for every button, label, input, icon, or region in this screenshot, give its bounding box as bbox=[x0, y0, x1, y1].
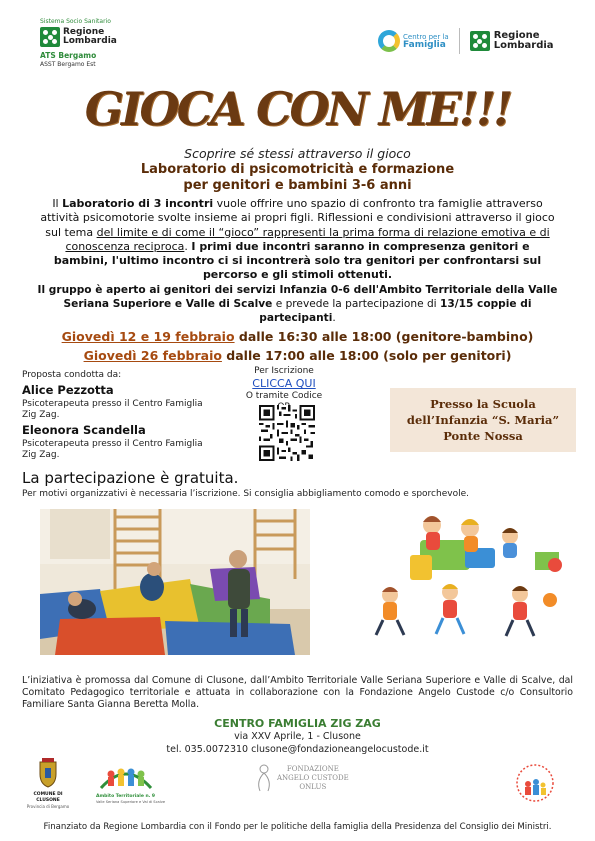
registration-note: Per motivi organizzativi è necessaria l’iscrizione. Si consiglia abbigliamento comodo e sporchevole. bbox=[22, 489, 469, 499]
intro-paragraph bbox=[40, 197, 555, 283]
regione-lombardia-icon bbox=[40, 27, 60, 47]
group-text: . bbox=[332, 312, 336, 324]
conductor-desc-line: Psicoterapeuta presso il Centro Famiglia bbox=[22, 399, 203, 409]
conductor-name-2: Eleonora Scandella bbox=[22, 423, 146, 437]
coat-of-arms-icon bbox=[37, 758, 59, 788]
ambito-people-icon bbox=[96, 762, 156, 790]
regione-text: Regione bbox=[63, 27, 105, 37]
conductor-desc-line: Zig Zag. bbox=[22, 450, 60, 460]
intro-text: Il bbox=[52, 197, 63, 210]
regione-lombardia-icon bbox=[470, 31, 490, 51]
rl2-line1: Regione bbox=[493, 30, 540, 41]
contact-details bbox=[0, 731, 595, 756]
date-1-days: Giovedì 12 e 19 febbraio bbox=[61, 329, 235, 344]
onlus-text: ONLUS bbox=[299, 782, 327, 791]
date-line-1 bbox=[0, 328, 595, 347]
venue-line: Presso la Scuola bbox=[430, 397, 536, 411]
ambito-label: Ambito Territoriale n. 9 bbox=[96, 794, 156, 799]
dates-block bbox=[0, 328, 595, 365]
venue-line: dell’Infanzia “S. Maria” bbox=[406, 413, 560, 427]
intro-bold: I primi due incontri saranno in compresenza genitori e bambini, l'ultimo incontro ci si incontrerà solo tra genitori per confrontarsi sul percorso e gli stimoli ottenuti. bbox=[53, 239, 542, 282]
date-line-2 bbox=[0, 347, 595, 366]
conductor-desc-2 bbox=[22, 439, 242, 461]
qr-code[interactable] bbox=[259, 405, 315, 461]
footer-funding-note: Finanziato da Regione Lombardia con il Fondo per le politiche della famiglia della Presidenza del Consiglio dei Ministri. bbox=[43, 822, 552, 832]
intro-text: . bbox=[184, 239, 192, 253]
group-bold: 13/15 coppie di partecipanti bbox=[259, 298, 532, 324]
fondazione-text: FONDAZIONE bbox=[286, 764, 339, 773]
ats-name: ATS Bergamo bbox=[40, 51, 97, 60]
conductor-desc-line: Zig Zag. bbox=[22, 410, 60, 420]
group-paragraph bbox=[34, 283, 561, 325]
clusone-label: COMUNE DI CLUSONE bbox=[33, 792, 63, 803]
consultorio-icon bbox=[512, 760, 558, 806]
intro-text: vuole offrire uno spazio di confronto tra famiglie attraverso attività psicomotorie svolte insieme ai propri figli. Riflessioni e condivisioni attraverso il gioco sul tema bbox=[40, 197, 555, 239]
date-2-days: Giovedì 26 febbraio bbox=[83, 347, 222, 363]
registration-link[interactable]: CLICCA QUI bbox=[252, 377, 316, 390]
fondazione-angelo-custode-logo bbox=[255, 763, 365, 793]
cf-line1: Centro per la bbox=[403, 33, 449, 41]
page-title: GIOCA CON ME!!! bbox=[84, 82, 511, 136]
conductors bbox=[22, 370, 242, 461]
intro-bold: Laboratorio di 3 incontri bbox=[62, 197, 214, 210]
intro-underlined: del limite e di come il “gioco” rappresenti la prima forma di relazione emotiva e di conoscenza reciproca bbox=[65, 225, 550, 253]
free-participation: La partecipazione è gratuita. bbox=[22, 469, 239, 487]
conductor-desc-line: Psicoterapeuta presso il Centro Famiglia bbox=[22, 439, 203, 449]
centro-famiglia-icon bbox=[378, 30, 400, 52]
contact-center-name: CENTRO FAMIGLIA ZIG ZAG bbox=[214, 717, 381, 730]
venue-box bbox=[390, 388, 576, 452]
contact-address: via XXV Aprile, 1 - Clusone bbox=[234, 731, 361, 742]
venue-line: Ponte Nossa bbox=[443, 429, 523, 443]
promotion-paragraph: L’iniziativa è promossa dal Comune di Clusone, dall’Ambito Territoriale Valle Seriana Superiore e Valle di Scalve, dal Comitato Pedagogico territoriale e attuata in collaborazione con la Fondazione Angelo Custode c/o Consultorio Familiare Santa Gianna Beretta Molla. bbox=[22, 675, 573, 710]
conductors-label: Proposta condotta da: bbox=[22, 370, 122, 380]
contact-phone-email: tel. 035.0072310 clusone@fondazioneangelocustode.it bbox=[166, 743, 429, 755]
children-playing-photo bbox=[40, 509, 310, 655]
ats-top-label: Sistema Socio Sanitario bbox=[40, 18, 111, 25]
rl2-line2: Lombardia bbox=[493, 40, 554, 51]
logo-divider bbox=[459, 28, 460, 54]
angelo-custode-text: ANGELO CUSTODE bbox=[277, 773, 349, 782]
ambito-sublabel: Valle Seriana Superiore e Val di Scalve bbox=[96, 800, 166, 804]
regione-lombardia-mark bbox=[40, 27, 160, 47]
consultorio-logo bbox=[512, 760, 560, 810]
conductor-name-1: Alice Pezzotta bbox=[22, 383, 114, 397]
lombardia-text: Lombardia bbox=[63, 36, 117, 46]
date-2-time: dalle 17:00 alle 18:00 (solo per genitori) bbox=[221, 347, 512, 363]
subtitle: Scoprire sé stessi attraverso il gioco bbox=[184, 146, 411, 161]
subtitle-bold-line1: Laboratorio di psicomotricità e formazione bbox=[140, 162, 455, 177]
subtitle-bold bbox=[0, 162, 595, 194]
date-1-time: dalle 16:30 alle 18:00 (genitore-bambino) bbox=[234, 329, 534, 344]
subtitle-bold-line2: per genitori e bambini 3-6 anni bbox=[183, 178, 412, 193]
cf-line2: Famiglia bbox=[403, 40, 446, 50]
group-bold: Il gruppo è aperto ai genitori dei servizi Infanzia 0-6 dell'Ambito Territoriale della Valle Seriana Superiore e Valle di Scalve bbox=[37, 284, 558, 310]
qr-label: O tramite Codice bbox=[245, 391, 323, 401]
ambito-territoriale-logo bbox=[96, 762, 176, 805]
registration-label: Per Iscrizione bbox=[254, 366, 314, 376]
centro-famiglia-logo bbox=[378, 28, 554, 54]
comune-clusone-logo bbox=[24, 758, 72, 809]
ats-bergamo-logo bbox=[40, 18, 160, 68]
clusone-province: Provincia di Bergamo bbox=[26, 804, 70, 809]
angel-icon bbox=[255, 763, 273, 793]
asst-name: ASST Bergamo Est bbox=[40, 61, 96, 68]
group-text: e prevede la partecipazione di bbox=[272, 298, 440, 310]
conductor-desc-1 bbox=[22, 399, 242, 421]
children-cartoon-illustration bbox=[370, 510, 570, 650]
